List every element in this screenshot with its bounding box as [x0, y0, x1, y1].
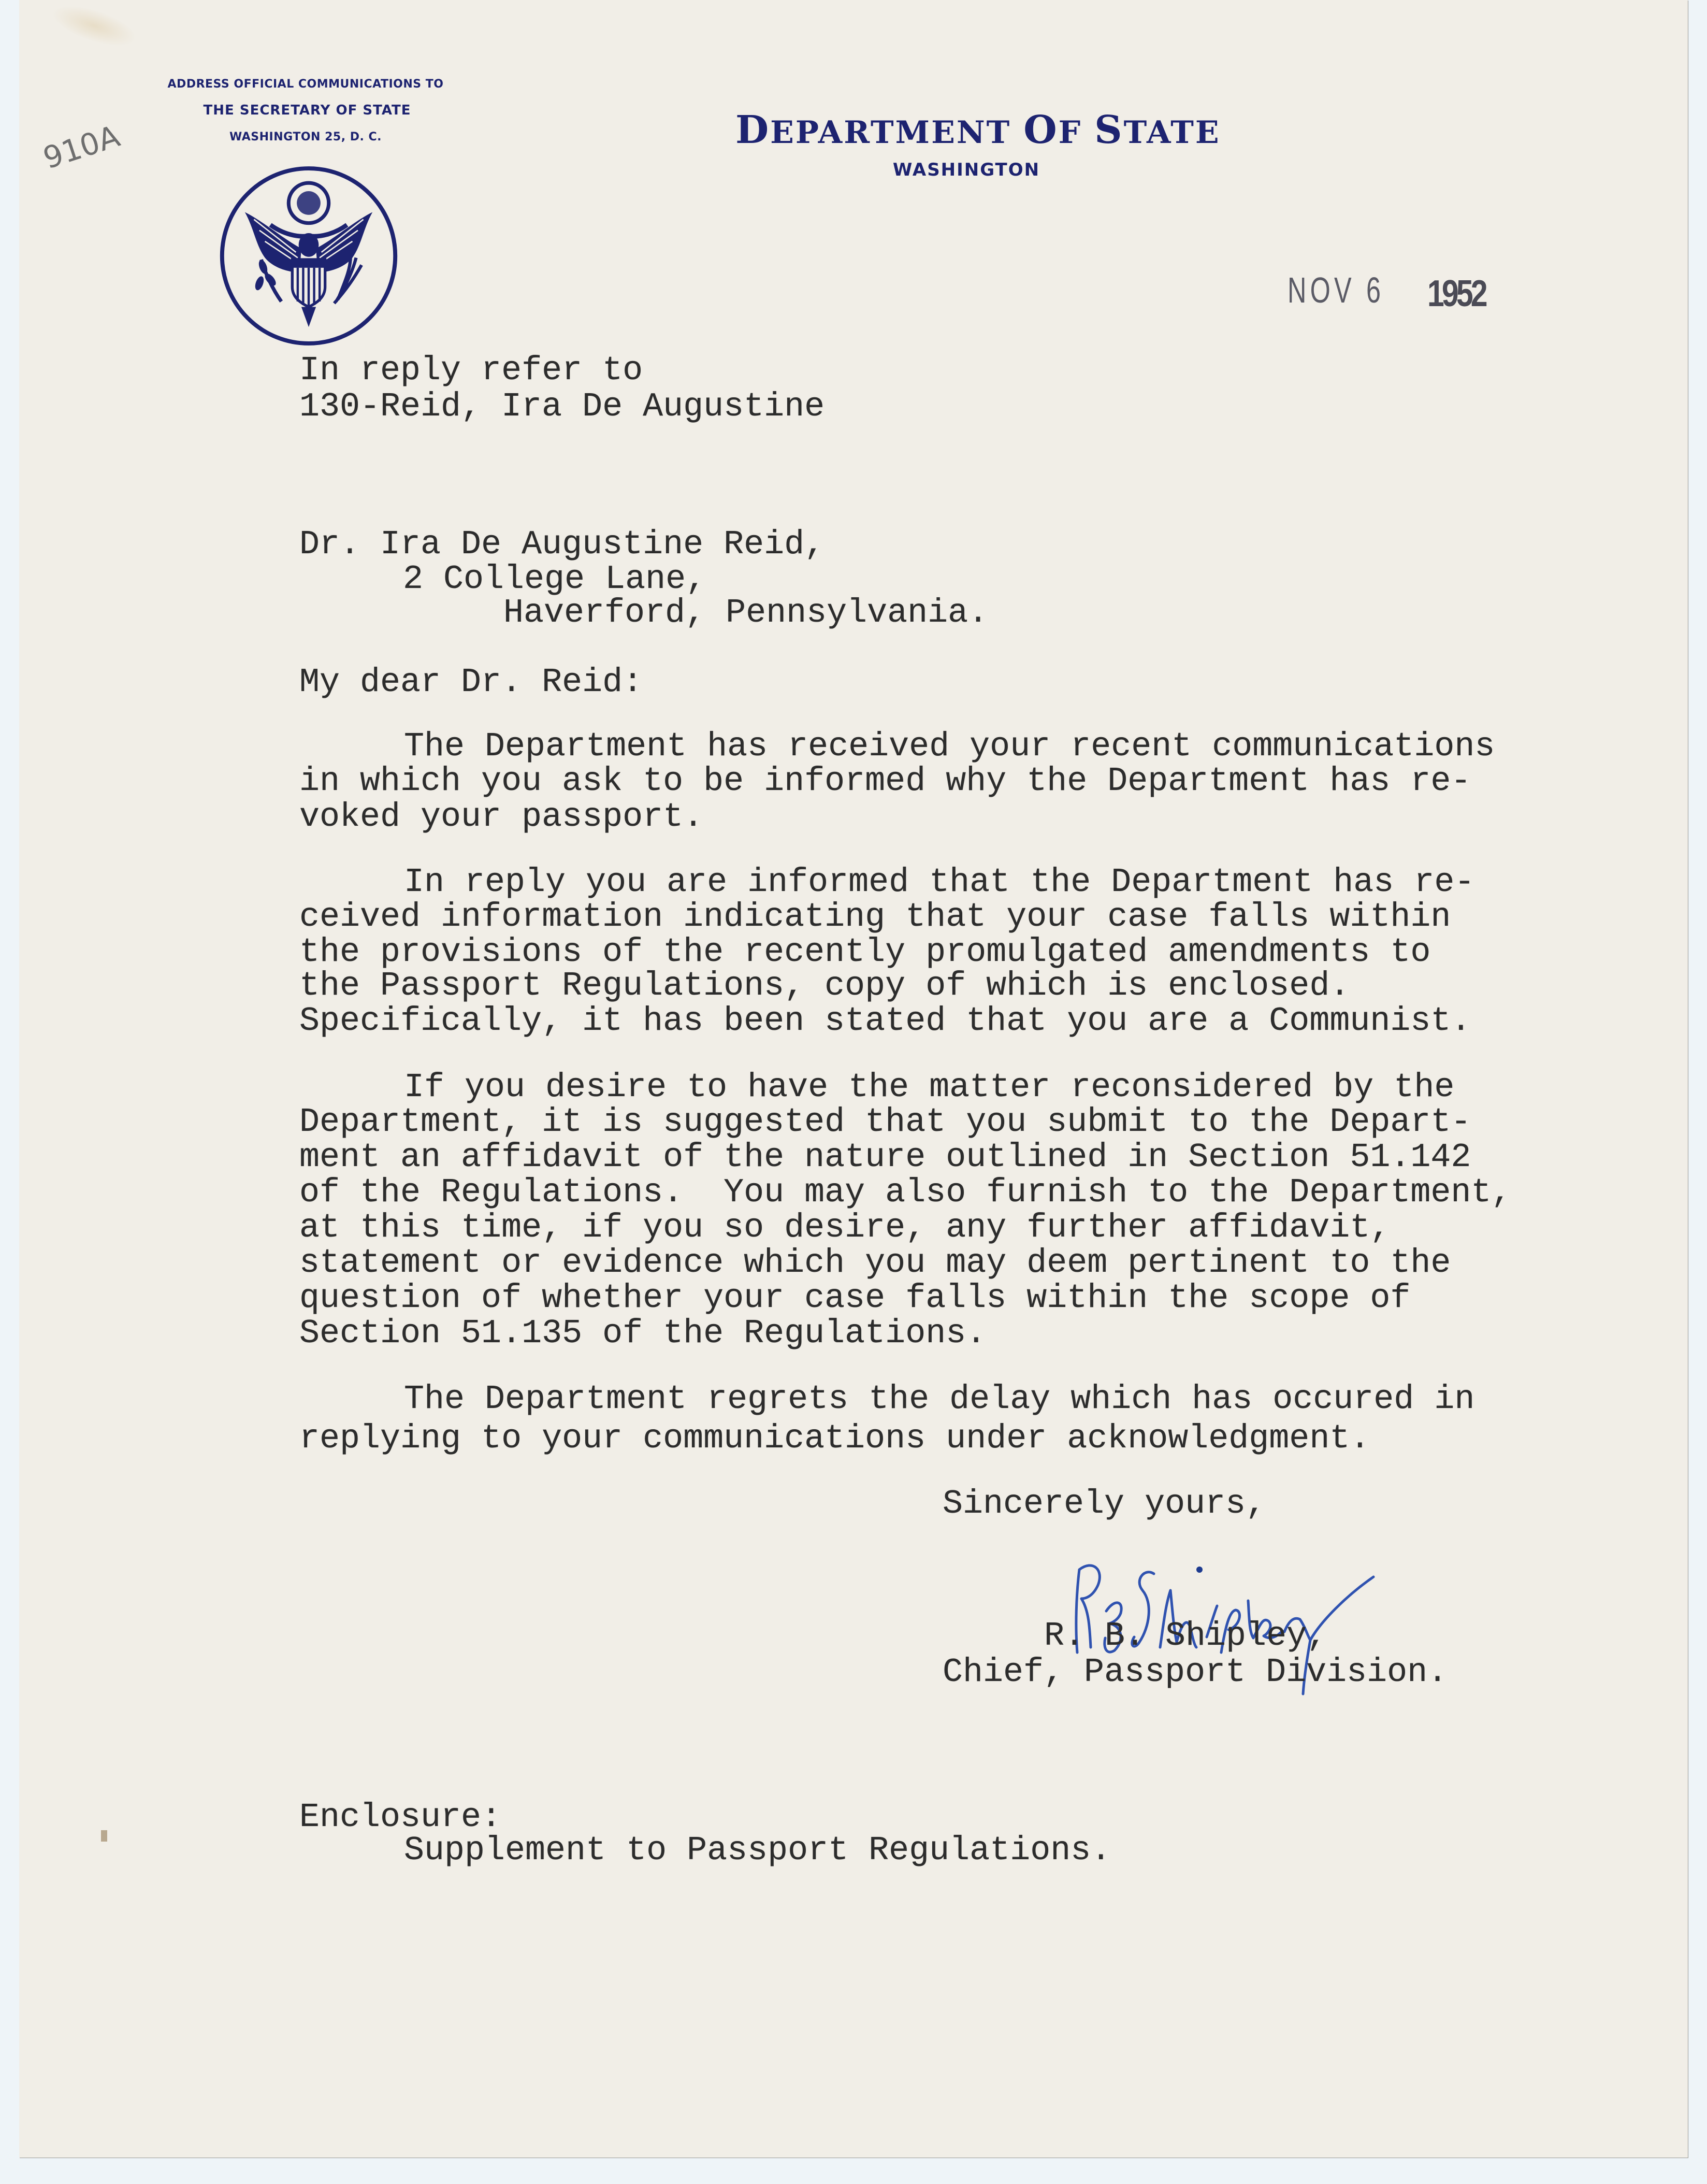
paragraph-line: the Passport Regulations, copy of which is enclosed. — [299, 967, 1350, 1005]
great-seal-icon — [218, 165, 400, 347]
reference-line2: 130-Reid, Ira De Augustine — [299, 387, 825, 426]
paragraph-line: Section 51.135 of the Regulations. — [299, 1314, 987, 1353]
letterhead-address-line1: ADDRESS OFFICIAL COMMUNICATIONS TO — [167, 78, 444, 91]
date-stamp-month-day: NOV 6 — [1288, 270, 1385, 310]
paragraph-line: Department, it is suggested that you submit to the Depart- — [299, 1103, 1471, 1141]
recipient-name: Dr. Ira De Augustine Reid, — [299, 525, 825, 564]
recipient-city: Haverford, Pennsylvania. — [503, 594, 989, 632]
paragraph-line: of the Regulations. You may also furnish to the Department, — [299, 1173, 1512, 1212]
paragraph-line: ceived information indicating that your case falls within — [299, 898, 1451, 936]
pencil-annotation: 910A — [39, 118, 124, 176]
paragraph-line: the provisions of the recently promulgated amendments to — [299, 933, 1431, 971]
paper-mark — [101, 1830, 107, 1842]
paragraph-line: The Department has received your recent communications — [404, 727, 1495, 766]
paper-stain — [48, 0, 141, 54]
paragraph-line: replying to your communications under acknowledgment. — [299, 1419, 1370, 1458]
date-stamp — [1288, 269, 1485, 314]
paragraph-line: voked your passport. — [299, 798, 704, 836]
paragraph-line: question of whether your case falls within the scope of — [299, 1279, 1411, 1317]
paragraph-line: If you desire to have the matter reconsidered by the — [404, 1068, 1455, 1107]
letterhead-department: DEPARTMENT OF STATE — [735, 108, 1221, 152]
recipient-street: 2 College Lane, — [403, 560, 706, 598]
signer-title: Chief, Passport Division. — [943, 1653, 1448, 1691]
paragraph-line: The Department regrets the delay which has occured in — [404, 1380, 1475, 1418]
letterhead-address-line2: THE SECRETARY OF STATE — [203, 103, 411, 118]
salutation: My dear Dr. Reid: — [299, 663, 643, 701]
paragraph-line: In reply you are informed that the Department has re- — [404, 863, 1475, 901]
paragraph-line: Specifically, it has been stated that you are a Communist. — [299, 1002, 1471, 1040]
letterhead-address-line3: WASHINGTON 25, D. C. — [229, 131, 382, 143]
enclosure-label: Enclosure: — [299, 1798, 502, 1836]
enclosure-item: Supplement to Passport Regulations. — [404, 1831, 1111, 1870]
signer-name: R. B. Shipley, — [1044, 1617, 1327, 1655]
paragraph-line: at this time, if you so desire, any further affidavit, — [299, 1209, 1391, 1247]
letterhead-city: WASHINGTON — [892, 160, 1040, 180]
date-stamp-year: 1952 — [1427, 273, 1485, 314]
reference-line1: In reply refer to — [299, 351, 643, 390]
paragraph-line: in which you ask to be informed why the Department has re- — [299, 762, 1471, 800]
complimentary-close: Sincerely yours, — [943, 1485, 1266, 1523]
paragraph-line: statement or evidence which you may deem pertinent to the — [299, 1244, 1451, 1282]
paragraph-line: ment an affidavit of the nature outlined in Section 51.142 — [299, 1138, 1471, 1176]
